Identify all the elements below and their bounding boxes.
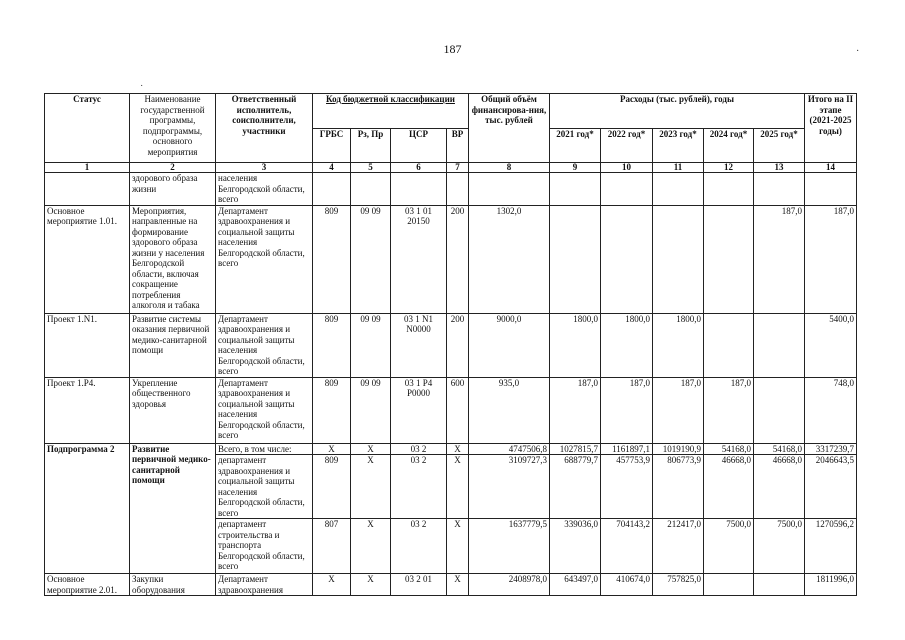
cell-name: Развитие первичной медико-санитарной помощи [130, 443, 216, 574]
header-csr: ЦСР [391, 128, 447, 163]
cell-grbs: 809 [313, 205, 351, 313]
cell-vr: 200 [447, 313, 469, 377]
cell-2024 [704, 205, 754, 313]
column-number: 11 [653, 163, 704, 173]
cell-total: 9000,0 [469, 313, 550, 377]
cell-2021: 339036,0 [550, 519, 601, 574]
cell-csr: 03 2 [391, 443, 447, 455]
cell-status: Проект 1.Р4. [45, 377, 130, 443]
column-number: 9 [550, 163, 601, 173]
header-budget-code: Код бюджетной классификации [313, 94, 469, 129]
cell-rzpr: Х [351, 519, 391, 574]
cell-2023: 757825,0 [653, 574, 704, 596]
cell-grbs: 807 [313, 519, 351, 574]
column-number: 14 [805, 163, 857, 173]
cell-responsible: Департамент здравоохранения и социальной защиты населения Белгородской области, всего [216, 377, 313, 443]
cell-name: Закупки оборудования [130, 574, 216, 596]
cell-2022: 457753,9 [601, 455, 653, 519]
cell-2022: 1800,0 [601, 313, 653, 377]
cell-csr: 03 2 [391, 519, 447, 574]
cell-responsible: Департамент здравоохранения и социальной защиты населения Белгородской области, всего [216, 313, 313, 377]
cell-rzpr: 09 09 [351, 205, 391, 313]
table-row [45, 313, 857, 377]
cell-vr: 600 [447, 377, 469, 443]
cell-stage-total: 2046643,5 [805, 455, 857, 519]
cell-status [45, 173, 130, 206]
column-number: 6 [391, 163, 447, 173]
cell-2021: 1027815,7 [550, 443, 601, 455]
scan-speck: ˙ [140, 84, 144, 95]
cell-stage-total: 187,0 [805, 205, 857, 313]
column-number: 13 [754, 163, 805, 173]
cell-2022 [601, 173, 653, 206]
budget-table [44, 93, 857, 596]
table-row [45, 173, 857, 206]
cell-2025: 187,0 [754, 205, 805, 313]
header-expenses: Расходы (тыс. рублей), годы [550, 94, 805, 129]
cell-grbs: Х [313, 574, 351, 596]
cell-grbs: Х [313, 443, 351, 455]
cell-grbs: 809 [313, 377, 351, 443]
column-number: 4 [313, 163, 351, 173]
cell-status: Проект 1.N1. [45, 313, 130, 377]
cell-rzpr: Х [351, 455, 391, 519]
cell-responsible: департамент здравоохранения и социальной защиты населения Белгородской области, всего [216, 455, 313, 519]
header-stage-total: Итого на II этапе (2021-2025 годы) [805, 94, 857, 163]
cell-vr: Х [447, 574, 469, 596]
table-row [45, 574, 857, 596]
column-number: 2 [130, 163, 216, 173]
cell-csr: 03 1 01 20150 [391, 205, 447, 313]
header-2021: 2021 год* [550, 128, 601, 163]
cell-rzpr: 09 09 [351, 377, 391, 443]
column-number: 5 [351, 163, 391, 173]
cell-stage-total: 3317239,7 [805, 443, 857, 455]
header-status: Статус [45, 94, 130, 163]
cell-2025: 7500,0 [754, 519, 805, 574]
header-grbs: ГРБС [313, 128, 351, 163]
cell-csr [391, 173, 447, 206]
cell-rzpr: Х [351, 443, 391, 455]
cell-status: Основное мероприятие 2.01. [45, 574, 130, 596]
cell-2021 [550, 205, 601, 313]
cell-total [469, 173, 550, 206]
cell-vr [447, 173, 469, 206]
cell-responsible: Департамент здравоохранения [216, 574, 313, 596]
cell-vr: Х [447, 519, 469, 574]
cell-csr: 03 2 01 [391, 574, 447, 596]
cell-name: здорового образа жизни [130, 173, 216, 206]
cell-2022: 704143,2 [601, 519, 653, 574]
cell-responsible: населения Белгородской области, всего [216, 173, 313, 206]
cell-responsible: Всего, в том числе: [216, 443, 313, 455]
cell-2024: 187,0 [704, 377, 754, 443]
cell-2024: 46668,0 [704, 455, 754, 519]
cell-name: Укрепление общественного здоровья [130, 377, 216, 443]
header-responsible: Ответственный исполнитель, соисполнители, участники [216, 94, 313, 163]
column-number: 12 [704, 163, 754, 173]
cell-2022: 1161897,1 [601, 443, 653, 455]
cell-2023: 1800,0 [653, 313, 704, 377]
scan-speck: · [856, 46, 860, 57]
cell-total: 4747506,8 [469, 443, 550, 455]
cell-status: Основное мероприятие 1.01. [45, 205, 130, 313]
table-row [45, 205, 857, 313]
cell-2021 [550, 173, 601, 206]
cell-2023: 212417,0 [653, 519, 704, 574]
cell-stage-total [805, 173, 857, 206]
cell-grbs: 809 [313, 313, 351, 377]
cell-total: 935,0 [469, 377, 550, 443]
cell-2025 [754, 377, 805, 443]
column-number: 1 [45, 163, 130, 173]
cell-vr: Х [447, 443, 469, 455]
page-number: 187 [443, 42, 462, 56]
table-row [45, 377, 857, 443]
cell-csr: 03 1 Р4 Р0000 [391, 377, 447, 443]
cell-2022: 410674,0 [601, 574, 653, 596]
cell-2021: 643497,0 [550, 574, 601, 596]
cell-2024: 7500,0 [704, 519, 754, 574]
cell-grbs [313, 173, 351, 206]
cell-grbs: 809 [313, 455, 351, 519]
cell-responsible: Департамент здравоохранения и социальной защиты населения Белгородской области, всего [216, 205, 313, 313]
cell-2025 [754, 313, 805, 377]
column-number: 3 [216, 163, 313, 173]
cell-total: 2408978,0 [469, 574, 550, 596]
cell-responsible: департамент строительства и транспорта Белгородской области, всего [216, 519, 313, 574]
cell-rzpr [351, 173, 391, 206]
cell-total: 1302,0 [469, 205, 550, 313]
cell-total: 1637779,5 [469, 519, 550, 574]
cell-2021: 1800,0 [550, 313, 601, 377]
cell-2023: 806773,9 [653, 455, 704, 519]
cell-2022: 187,0 [601, 377, 653, 443]
cell-csr: 03 1 N1 N0000 [391, 313, 447, 377]
header-2023: 2023 год* [653, 128, 704, 163]
cell-vr: Х [447, 455, 469, 519]
header-2024: 2024 год* [704, 128, 754, 163]
cell-2025: 54168,0 [754, 443, 805, 455]
cell-2023 [653, 173, 704, 206]
cell-name: Мероприятия, направленные на формирование здорового образа жизни у населения Белгородской области, включая сокращение потребления алкоголя и табака [130, 205, 216, 313]
cell-2023 [653, 205, 704, 313]
cell-csr: 03 2 [391, 455, 447, 519]
cell-2022 [601, 205, 653, 313]
cell-2024 [704, 313, 754, 377]
cell-2024: 54168,0 [704, 443, 754, 455]
cell-2024 [704, 574, 754, 596]
cell-2025 [754, 173, 805, 206]
cell-2021: 187,0 [550, 377, 601, 443]
header-total-volume: Общий объём финансирова-ния, тыс. рублей [469, 94, 550, 163]
cell-2023: 1019190,9 [653, 443, 704, 455]
cell-2025: 46668,0 [754, 455, 805, 519]
cell-stage-total: 1811996,0 [805, 574, 857, 596]
cell-2025 [754, 574, 805, 596]
cell-status: Подпрограмма 2 [45, 443, 130, 574]
cell-rzpr: Х [351, 574, 391, 596]
column-number: 8 [469, 163, 550, 173]
column-number: 10 [601, 163, 653, 173]
cell-stage-total: 1270596,2 [805, 519, 857, 574]
header-2025: 2025 год* [754, 128, 805, 163]
header-2022: 2022 год* [601, 128, 653, 163]
table-row [45, 443, 857, 455]
cell-stage-total: 5400,0 [805, 313, 857, 377]
header-vr: ВР [447, 128, 469, 163]
cell-total: 3109727,3 [469, 455, 550, 519]
cell-2023: 187,0 [653, 377, 704, 443]
cell-2024 [704, 173, 754, 206]
cell-rzpr: 09 09 [351, 313, 391, 377]
cell-2021: 688779,7 [550, 455, 601, 519]
cell-name: Развитие системы оказания первичной медико-санитарной помощи [130, 313, 216, 377]
cell-vr: 200 [447, 205, 469, 313]
header-rzpr: Рз, Пр [351, 128, 391, 163]
column-number: 7 [447, 163, 469, 173]
cell-stage-total: 748,0 [805, 377, 857, 443]
header-name: Наименование государственной программы, подпрограммы, основного мероприятия [130, 94, 216, 163]
